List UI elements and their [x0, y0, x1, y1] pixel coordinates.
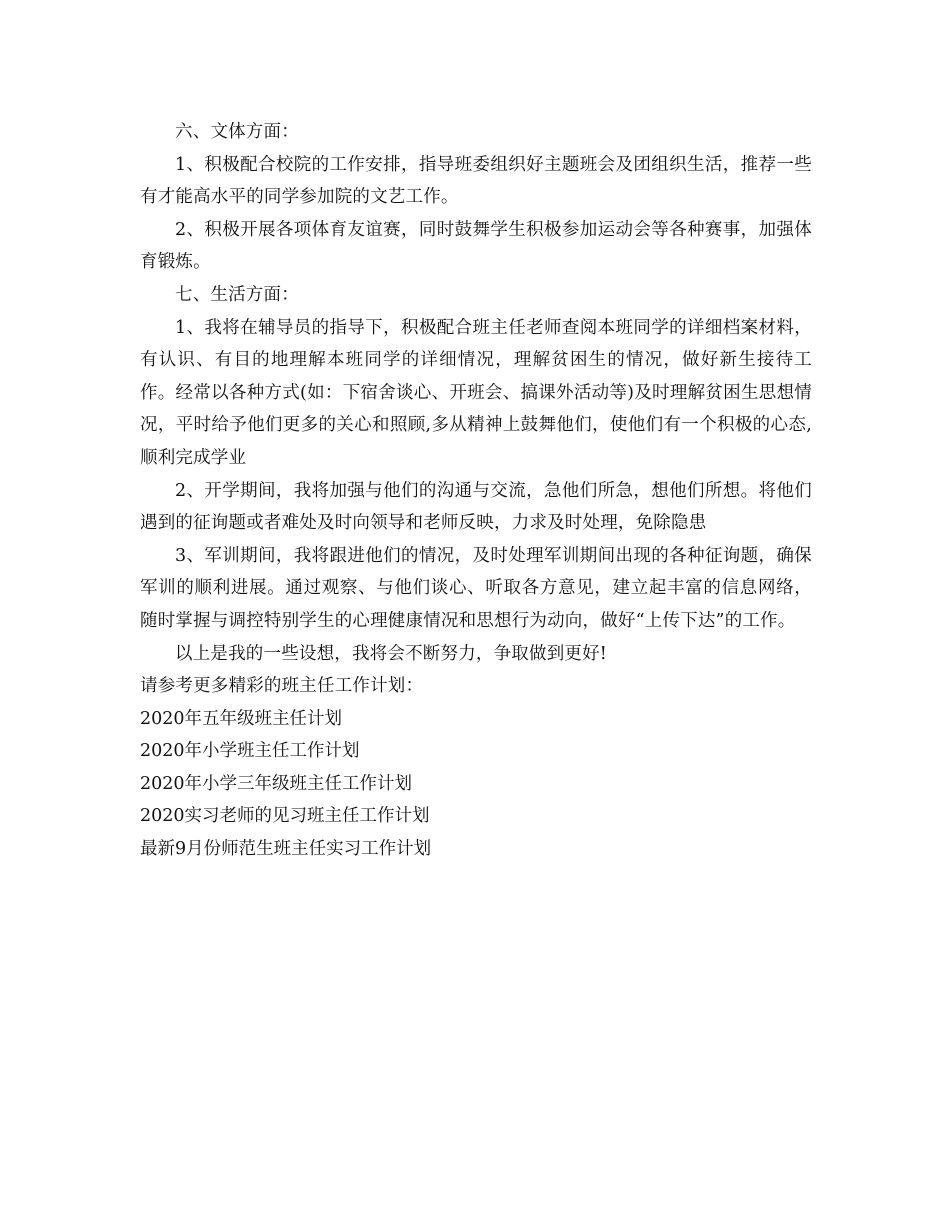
document-body [140, 116, 812, 866]
related-plan-link[interactable]: 2020年五年级班主任计划 [140, 708, 343, 729]
related-plan-link[interactable]: 2020实习老师的见习班主任工作计划 [140, 806, 430, 827]
related-plan-link[interactable]: 最新9月份师范生班主任实习工作计划 [140, 839, 432, 860]
more-plans-intro: 请参考更多精彩的班主任工作计划： [140, 676, 424, 697]
closing-paragraph: 以上是我的一些设想，我将会不断努力，争取做到更好! [175, 643, 608, 664]
paragraph-life-1: 1、我将在辅导员的指导下，积极配合班主任老师查阅本班同学的详细档案材料，有认识、有目的地理解本班同学的详细情况，理解贫困生的情况，做好新生接待工作。经常以各种方式(如：下宿舍谈心、开班会、搞课外活动等)及时理解贫困生思想情况，平时给予他们更多的关心和照顾,多从精神上鼓舞他们，使他们有一个积极的心态,顺利完成学业 [140, 317, 812, 468]
section-heading-life: 七、生活方面： [175, 284, 299, 305]
section-heading-culture-sports: 六、文体方面： [175, 122, 299, 142]
paragraph-culture-1: 1、积极配合校院的工作安排，指导班委组织好主题班会及团组织生活，推荐一些有才能高水平的同学参加院的文艺工作。 [140, 154, 812, 208]
paragraph-life-3: 3、军训期间，我将跟进他们的情况，及时处理军训期间出现的各种征询题，确保军训的顺利进展。通过观察、与他们谈心、听取各方意见，建立起丰富的信息网络，随时掌握与调控特别学生的心理健康情况和思想行为动向，做好“上传下达”的工作。 [140, 545, 812, 631]
paragraph-culture-2: 2、积极开展各项体育友谊赛，同时鼓舞学生积极参加运动会等各种赛事，加强体育锻炼。 [140, 219, 812, 273]
related-plan-link[interactable]: 2020年小学班主任工作计划 [140, 741, 360, 762]
related-plans-list [140, 703, 812, 866]
related-plan-link[interactable]: 2020年小学三年级班主任工作计划 [140, 773, 413, 794]
paragraph-life-2: 2、开学期间，我将加强与他们的沟通与交流，急他们所急，想他们所想。将他们遇到的征询题或者难处及时向领导和老师反映，力求及时处理，免除隐患 [140, 480, 812, 534]
